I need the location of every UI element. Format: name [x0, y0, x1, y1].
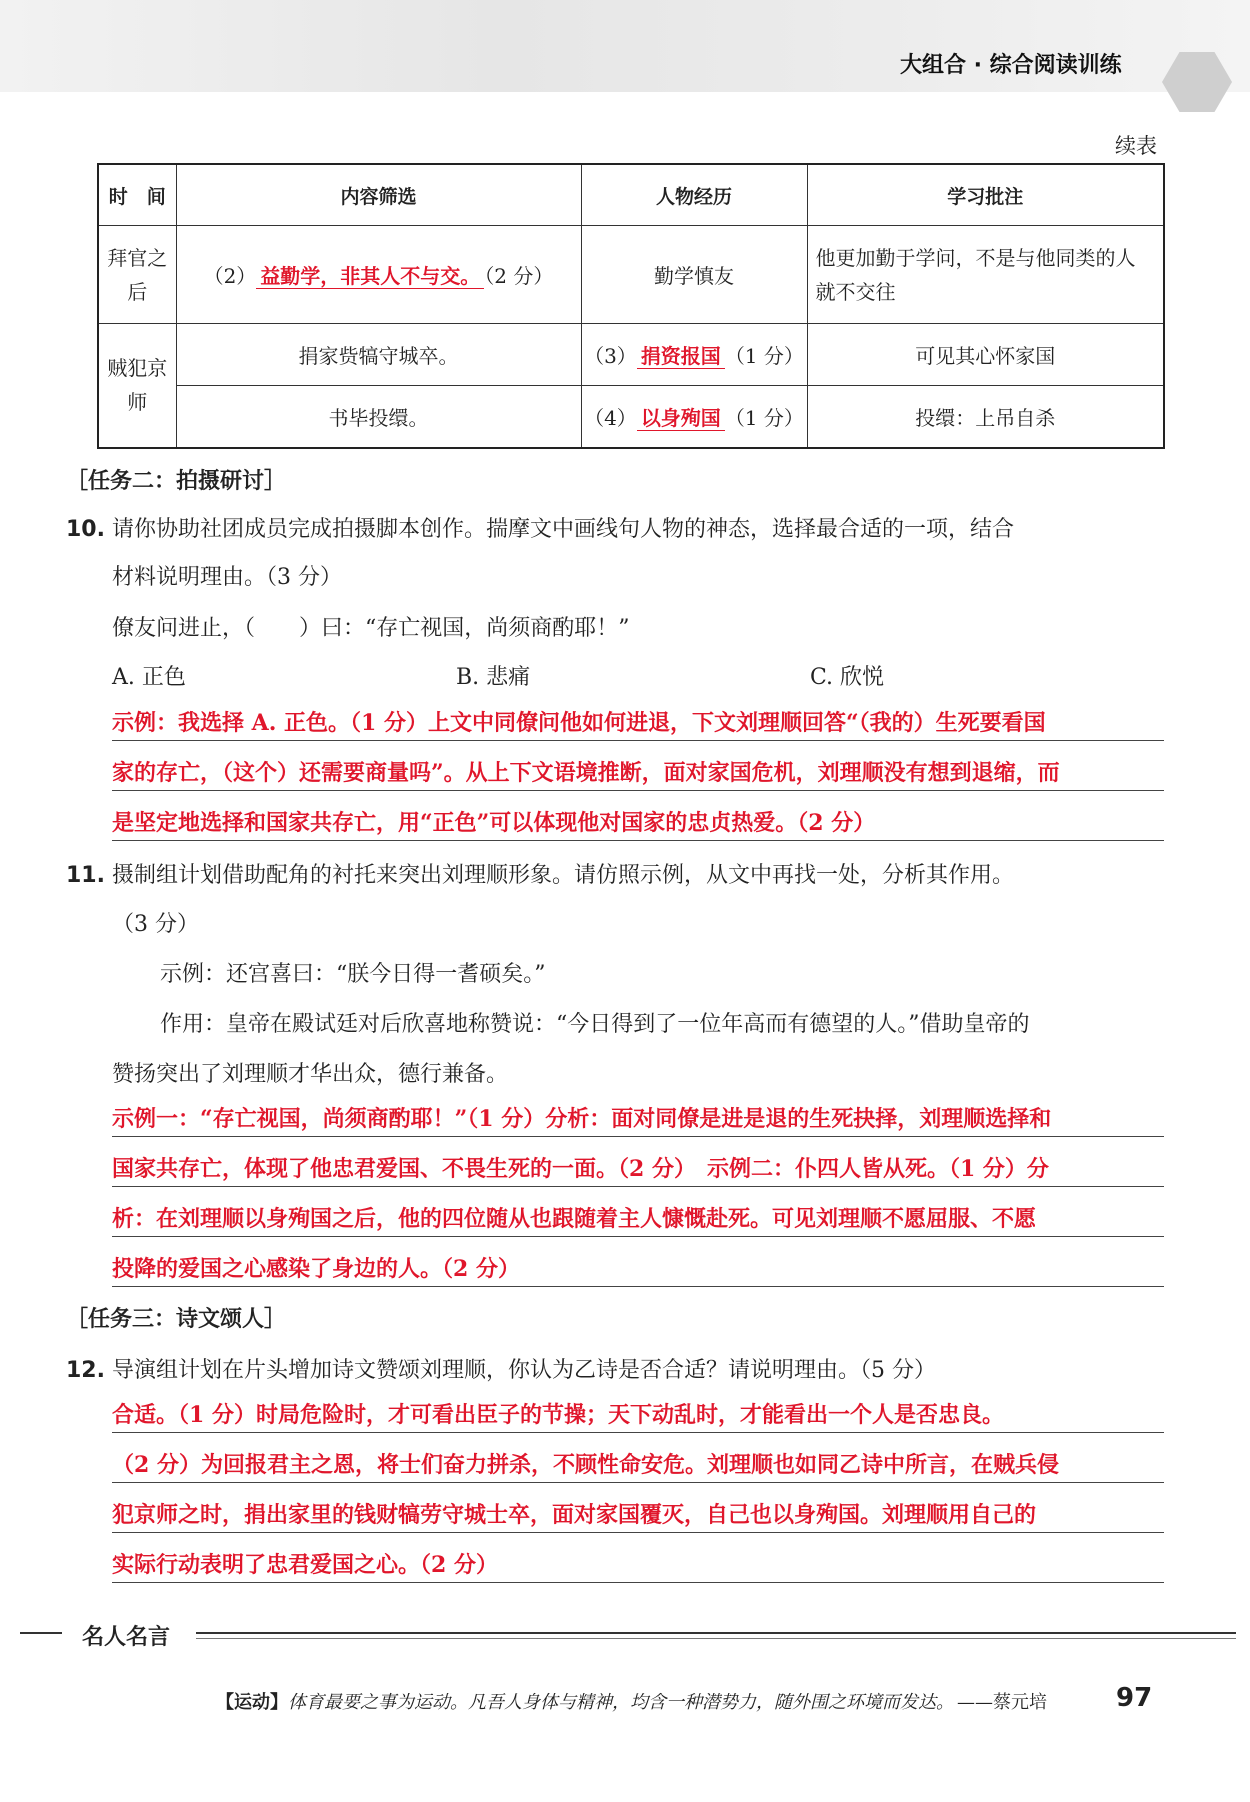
q10-answer-line: 家的存亡，（这个）还需要商量吗”。从上下文语境推断，面对家国危机，刘理顺没有想到退缩，而	[112, 750, 1164, 791]
q10-option-b: B. 悲痛	[456, 665, 531, 690]
q10-option-c: C. 欣悦	[810, 665, 885, 690]
answer-blank: 益勤学，非其人不与交。	[256, 264, 484, 289]
q12-answer-line: 犯京师之时，捐出家里的钱财犒劳守城士卒，面对家国覆灭，自己也以身殉国。刘理顺用自己的	[112, 1492, 1164, 1533]
footer-rule-right	[196, 1632, 1236, 1634]
table-header: 内容筛选	[176, 164, 581, 226]
task-two-heading: ［任务二：拍摄研讨］	[66, 469, 287, 494]
reading-table	[97, 163, 1165, 449]
q11-example: 示例：还宫喜曰：“朕今日得一耆硕矣。”	[160, 962, 546, 987]
table-cell-content: 书毕投缳。	[176, 386, 581, 448]
q11-stem-line2: （3 分）	[112, 912, 199, 937]
footer-rule-right-thin	[196, 1638, 1236, 1639]
table-row	[98, 386, 1164, 448]
footer-rule-left	[20, 1632, 62, 1634]
answer-blank: 捐资报国	[637, 344, 725, 369]
q11-answer-line: 国家共存亡，体现了他忠君爱国、不畏生死的一面。（2 分） 示例二：仆四人皆从死。（1 分）分	[112, 1146, 1164, 1187]
table-header: 时 间	[98, 164, 176, 226]
q10-quote: 僚友问进止，（ ）曰：“存亡视国，尚须商酌耶！”	[112, 616, 630, 641]
task-three-heading: ［任务三：诗文颂人］	[66, 1307, 287, 1332]
table-cell-content: 捐家赀犒守城卒。	[176, 324, 581, 386]
continued-label: 续表	[1115, 134, 1157, 158]
page-header-title: 大组合 · 综合阅读训练	[900, 53, 1122, 78]
page-number: 97	[1116, 1683, 1153, 1713]
answer-blank: 以身殉国	[637, 406, 725, 431]
q10-option-a: A. 正色	[112, 665, 186, 690]
table-header-row	[98, 164, 1164, 226]
q11-effect-line2: 赞扬突出了刘理顺才华出众，德行兼备。	[112, 1062, 509, 1087]
q10-stem-line2: 材料说明理由。（3 分）	[112, 565, 342, 590]
q10-answer-line: 示例：我选择 A. 正色。（1 分）上文中同僚问他如何进退，下文刘理顺回答“（我的）生死要看国	[112, 700, 1164, 741]
table-cell-experience: （3） 捐资报国 （1 分）	[581, 324, 807, 386]
table-cell-note: 可见其心怀家国	[807, 324, 1164, 386]
table-cell-note: 投缳：上吊自杀	[807, 386, 1164, 448]
q10-answer-line: 是坚定地选择和国家共存亡，用“正色”可以体现他对国家的忠贞热爱。（2 分）	[112, 800, 1164, 841]
footer-label: 名人名言	[82, 1625, 171, 1650]
table-row	[98, 324, 1164, 386]
q11-stem-line1: 11. 摄制组计划借助配角的衬托来突出刘理顺形象。请仿照示例，从文中再找一处，分析其作用。	[66, 863, 1014, 888]
table-cell-time: 拜官之后	[98, 226, 176, 324]
table-header: 学习批注	[807, 164, 1164, 226]
quote-author: ——蔡元培	[957, 1692, 1047, 1713]
q12-answer-line: 实际行动表明了忠君爱国之心。（2 分）	[112, 1542, 1164, 1583]
q11-answer-line: 示例一：“存亡视国，尚须商酌耶！”（1 分）分析：面对同僚是进是退的生死抉择，刘理顺选择和	[112, 1096, 1164, 1137]
q10-stem-line1: 10. 请你协助社团成员完成拍摄脚本创作。揣摩文中画线句人物的神态，选择最合适的一项，结合	[66, 517, 1014, 542]
famous-quote: 【运动】体育最要之事为运动。凡吾人身体与精神，均含一种潜势力，随外围之环境而发达。	[216, 1692, 954, 1713]
q11-answer-line: 析：在刘理顺以身殉国之后，他的四位随从也跟随着主人慷慨赴死。可见刘理顺不愿屈服、不愿	[112, 1196, 1164, 1237]
q12-answer-line: 合适。（1 分）时局危险时，才可看出臣子的节操；天下动乱时，才能看出一个人是否忠良。	[112, 1392, 1164, 1433]
q11-effect-line1: 作用：皇帝在殿试廷对后欣喜地称赞说：“今日得到了一位年高而有德望的人。”借助皇帝的	[160, 1012, 1030, 1037]
table-header: 人物经历	[581, 164, 807, 226]
table-cell-experience: （4） 以身殉国 （1 分）	[581, 386, 807, 448]
q11-answer-line: 投降的爱国之心感染了身边的人。（2 分）	[112, 1246, 1164, 1287]
q12-stem: 12. 导演组计划在片头增加诗文赞颂刘理顺，你认为乙诗是否合适？请说明理由。（5 分）	[66, 1358, 936, 1383]
table-cell-note: 他更加勤于学问，不是与他同类的人就不交往	[807, 226, 1164, 324]
table-row	[98, 226, 1164, 324]
table-cell-experience: 勤学慎友	[581, 226, 807, 324]
table-cell-content: （2） 益勤学，非其人不与交。 （2 分）	[176, 226, 581, 324]
table-cell-time: 贼犯京师	[98, 324, 176, 448]
q12-answer-line: （2 分）为回报君主之恩，将士们奋力拼杀，不顾性命安危。刘理顺也如同乙诗中所言，在贼兵侵	[112, 1442, 1164, 1483]
